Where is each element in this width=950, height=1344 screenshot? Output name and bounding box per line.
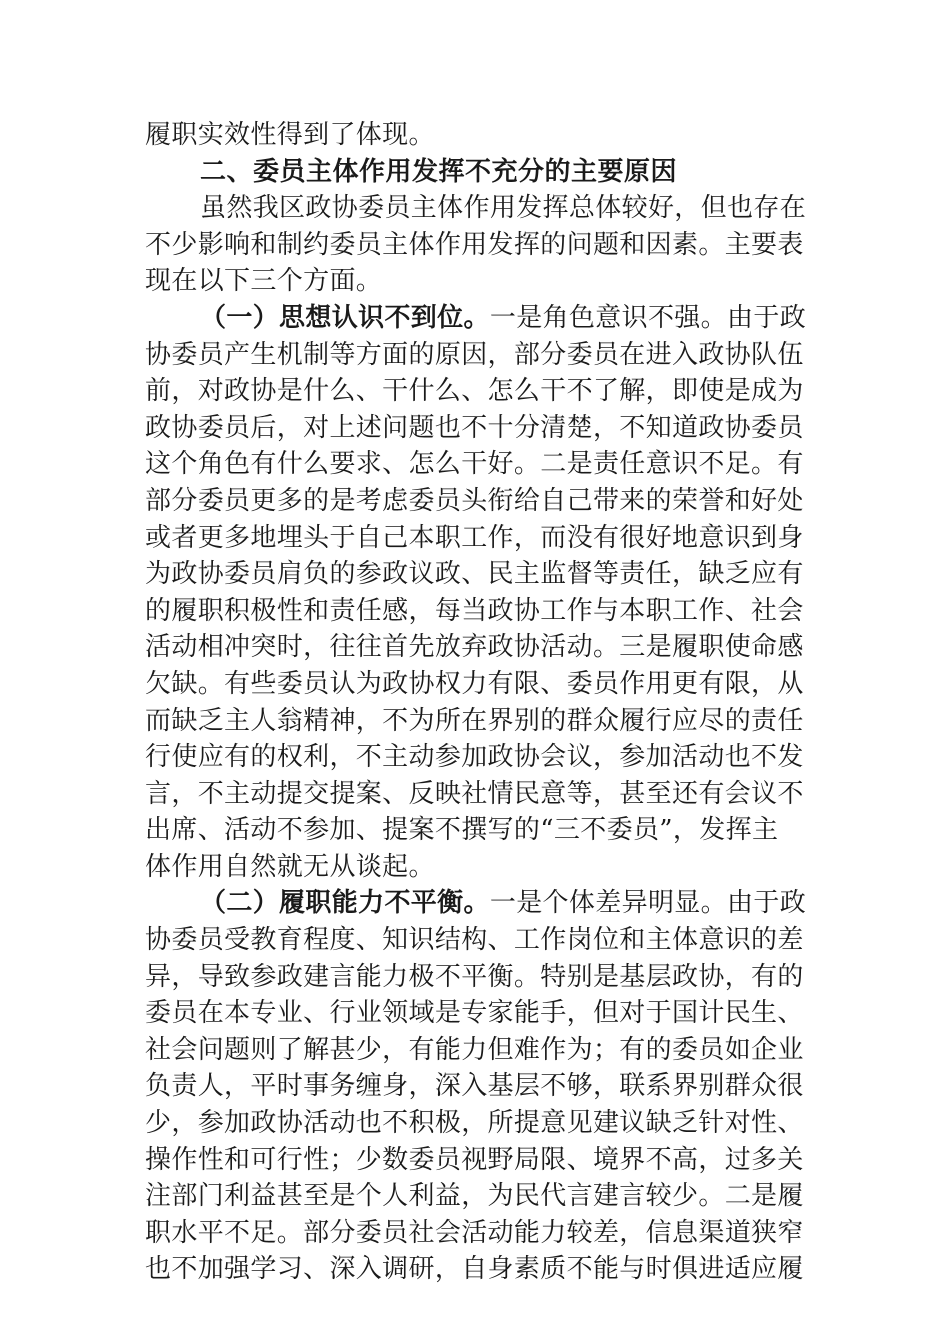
text-line: 为政协委员肩负的参政议政、民主监督等责任，缺乏应有 — [145, 559, 804, 590]
text-line: 操作性和可行性；少数委员视野局限、境界不高，过多关 — [145, 1144, 804, 1175]
text-line: 履职实效性得到了体现。 — [145, 120, 435, 150]
text-line: 出席、活动不参加、提案不撰写的“三不委员”，发挥主 — [145, 815, 779, 846]
text-line: 前，对政协是什么、干什么、怎么干不了解，即使是成为 — [145, 376, 804, 407]
text-line: 这个角色有什么要求、怎么干好。二是责任意识不足。有 — [145, 449, 804, 480]
subsection-heading: （二）履职能力不平衡。 — [200, 888, 490, 919]
text-line: 活动相冲突时，往往首先放弃政协活动。三是履职使命感 — [145, 632, 804, 663]
text-line: 负责人，平时事务缠身，深入基层不够，联系界别群众很 — [145, 1071, 804, 1102]
text-line: 政协委员后，对上述问题也不十分清楚，不知道政协委员 — [145, 412, 804, 443]
text-line: 也不加强学习、深入调研，自身素质不能与时俱进适应履 — [145, 1254, 804, 1285]
text-run: 一是角色意识不强。由于政 — [489, 302, 807, 333]
text-line: 协委员受教育程度、知识结构、工作岗位和主体意识的差 — [145, 925, 804, 956]
text-line: 职水平不足。部分委员社会活动能力较差，信息渠道狭窄 — [145, 1217, 804, 1248]
text-line: 不少影响和制约委员主体作用发挥的问题和因素。主要表 — [145, 229, 804, 260]
text-line: 部分委员更多的是考虑委员头衔给自己带来的荣誉和好处 — [145, 485, 804, 516]
text-line: 注部门利益甚至是个人利益，为民代言建言较少。二是履 — [145, 1181, 804, 1212]
subsection-heading: （一）思想认识不到位。 — [200, 302, 490, 333]
section-heading: 二、委员主体作用发挥不充分的主要原因 — [200, 156, 678, 187]
text-line: 协委员产生机制等方面的原因，部分委员在进入政协队伍 — [145, 339, 804, 370]
text-line: 欠缺。有些委员认为政协权力有限、委员作用更有限，从 — [145, 668, 804, 699]
text-line: 体作用自然就无从谈起。 — [145, 851, 435, 882]
text-line: 社会问题则了解甚少，有能力但难作为；有的委员如企业 — [145, 1034, 804, 1065]
text-line: 或者更多地埋头于自己本职工作，而没有很好地意识到身 — [145, 522, 804, 553]
text-line: 异，导致参政建言能力极不平衡。特别是基层政协，有的 — [145, 961, 804, 992]
text-line: 言，不主动提交提案、反映社情民意等，甚至还有会议不 — [145, 778, 804, 809]
text-line — [145, 300, 805, 337]
text-line: 委员在本专业、行业领域是专家能手，但对于国计民生、 — [145, 998, 804, 1029]
text-line — [145, 885, 805, 922]
text-line: 而缺乏主人翁精神，不为所在界别的群众履行应尽的责任 — [145, 705, 804, 736]
text-run: 一是个体差异明显。由于政 — [489, 888, 807, 919]
text-line: 现在以下三个方面。 — [145, 266, 383, 297]
text-line: 的履职积极性和责任感，每当政协工作与本职工作、社会 — [145, 595, 804, 626]
text-line: 少，参加政协活动也不积极，所提意见建议缺乏针对性、 — [145, 1108, 804, 1139]
text-line: 虽然我区政协委员主体作用发挥总体较好，但也存在 — [200, 193, 807, 224]
document-body — [145, 117, 805, 1288]
text-line: 行使应有的权利，不主动参加政协会议，参加活动也不发 — [145, 742, 804, 773]
